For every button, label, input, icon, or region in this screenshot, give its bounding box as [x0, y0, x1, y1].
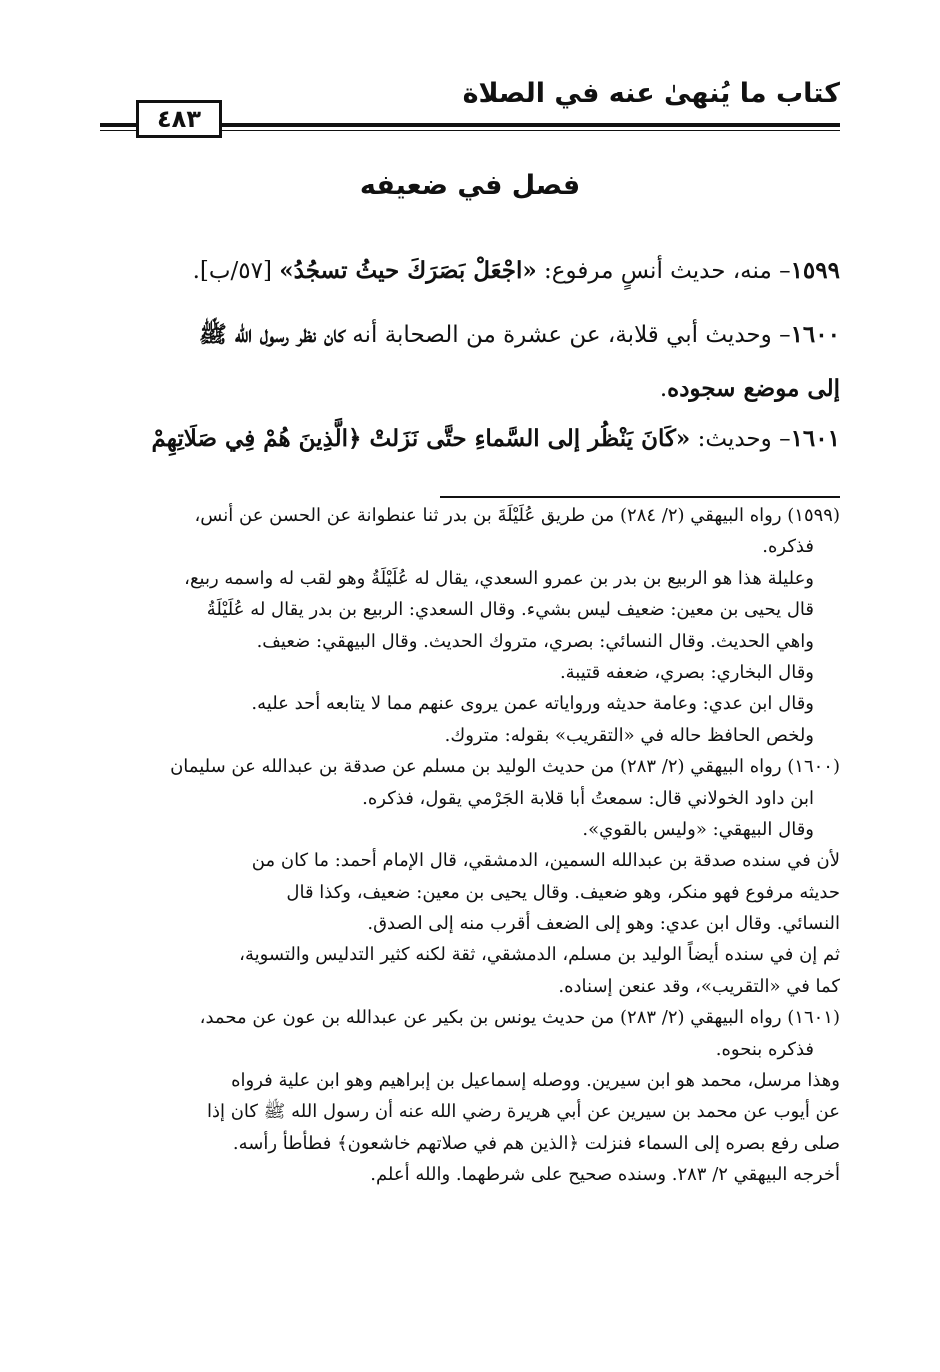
footnote-line: ثم إن في سنده أيضاً الوليد بن مسلم، الدمشقي، ثقة لكنه كثير التدليس والتسوية،	[239, 944, 840, 966]
main-item-1600	[100, 308, 840, 416]
footnote-line: فذكره بنحوه.	[715, 1038, 814, 1060]
item-text-suffix: [٥٧/ب].	[192, 258, 280, 284]
footnote-line: كما في «التقريب»، وقد عنعن إسناده.	[558, 975, 840, 997]
footnote-line: وقال البخاري: بصري، ضعفه قتيبة.	[559, 661, 814, 683]
footnote-line: وقال ابن عدي: وعامة حديثه ورواياته عمن يروى عنهم مما لا يتابعه أحد عليه.	[251, 693, 814, 715]
hadith-quote: كان نظر رسول الله ﷺ	[198, 321, 345, 348]
footnote-line: ولخص الحافظ حاله في «التقريب» بقوله: متروك.	[444, 724, 814, 746]
footnote-line: (١٥٩٩) رواه البيهقي (٢/ ٢٨٤) من طريق عُلَيْلَةَ بن بدر ثنا عنطوانة عن الحسن عن أنس،	[194, 505, 840, 526]
item-text: – وحديث أبي قلابة، عن عشرة من الصحابة أنه	[344, 322, 791, 348]
item-number: ١٦٠٠	[790, 321, 840, 348]
item-number: ١٦٠١	[790, 425, 840, 452]
item-line-2	[100, 362, 840, 416]
running-title: كتاب ما يُنهىٰ عنه في الصلاة	[462, 78, 840, 109]
footnote-line: فذكره.	[762, 536, 814, 558]
main-item-1599	[100, 244, 840, 298]
item-text: – وحديث:	[690, 426, 791, 452]
footnote-line: (١٦٠١) رواه البيهقي (٢/ ٢٨٣) من حديث يونس بن بكير عن عبدالله بن عون عن محمد،	[199, 1007, 840, 1029]
footnote-line: وهذا مرسل، محمد هو ابن سيرين. ووصله إسماعيل بن إبراهيم وهو ابن علية فرواه	[231, 1070, 840, 1092]
footnote-line: النسائي. وقال ابن عدي: وهو إلى الضعف أقرب منه إلى الصدق.	[367, 913, 840, 935]
footnote-line: وقال البيهقي: «وليس بالقوي».	[582, 818, 814, 840]
footnote-line: قال يحيى بن معين: ضعيف ليس بشيء. وقال السعدي: الربيع بن بدر يقال له عُلَيْلَةُ	[206, 599, 814, 621]
hadith-quote: «اجْعَلْ بَصَرَكَ حيثُ تسجُدُ»	[279, 257, 537, 284]
item-text: – منه، حديث أنسٍ مرفوع:	[536, 258, 791, 284]
footnotes	[100, 500, 840, 1191]
footnote-line: أخرجه البيهقي ٢/ ٢٨٣. وسنده صحيح على شرطهما. والله أعلم.	[370, 1164, 840, 1186]
footnote-line: عن أيوب عن محمد بن سيرين عن أبي هريرة رضي الله عنه أن رسول الله ﷺ كان إذا	[206, 1101, 840, 1123]
footnote-line: وعليلة هذا هو الربيع بن بدر بن عمرو السعدي، يقال له عُلَيْلَةُ وهو لقب له واسمه ربيع،	[184, 567, 814, 589]
footnote-line: (١٦٠٠) رواه البيهقي (٢/ ٢٨٣) من حديث الوليد بن مسلم عن صدقة بن عبدالله عن سليمان	[170, 756, 840, 778]
hadith-quote: «كَانَ يَنْظُر إلى السَّماءِ حتَّى نَزَلتْ ﴿الَّذِينَ هُمْ فِي صَلَاتِهِمْ	[151, 425, 691, 452]
hadith-quote-continued: إلى موضع سجوده	[667, 375, 840, 402]
footnote-line: صلى رفع بصره إلى السماء فنزلت ﴿الذين هم في صلاتهم خاشعون﴾ فطأطأ رأسه.	[232, 1132, 840, 1154]
main-item-1601	[100, 412, 840, 466]
page-number-box	[136, 100, 222, 138]
section-heading: فصل في ضعيفه	[359, 170, 581, 201]
footnote-line: حديثه مرفوع فهو منكر، وهو ضعيف. وقال يحيى بن معين: ضعيف، وكذا قال	[286, 881, 840, 903]
item-number: ١٥٩٩	[790, 257, 840, 284]
page-number: ٤٨٣	[157, 105, 201, 133]
footnote-line: ابن داود الخولاني قال: سمعتُ أبا قلابة الجَرْمي يقول، فذكره.	[362, 787, 814, 809]
item-text-suffix: .	[659, 376, 668, 402]
footnote-line: لأن في سنده صدقة بن عبدالله السمين، الدمشقي، قال الإمام أحمد: ما كان من	[251, 850, 840, 872]
footnote-line: واهي الحديث. وقال النسائي: بصري، متروك الحديث. وقال البيهقي: ضعيف.	[256, 630, 814, 652]
footnote-separator	[440, 496, 840, 498]
